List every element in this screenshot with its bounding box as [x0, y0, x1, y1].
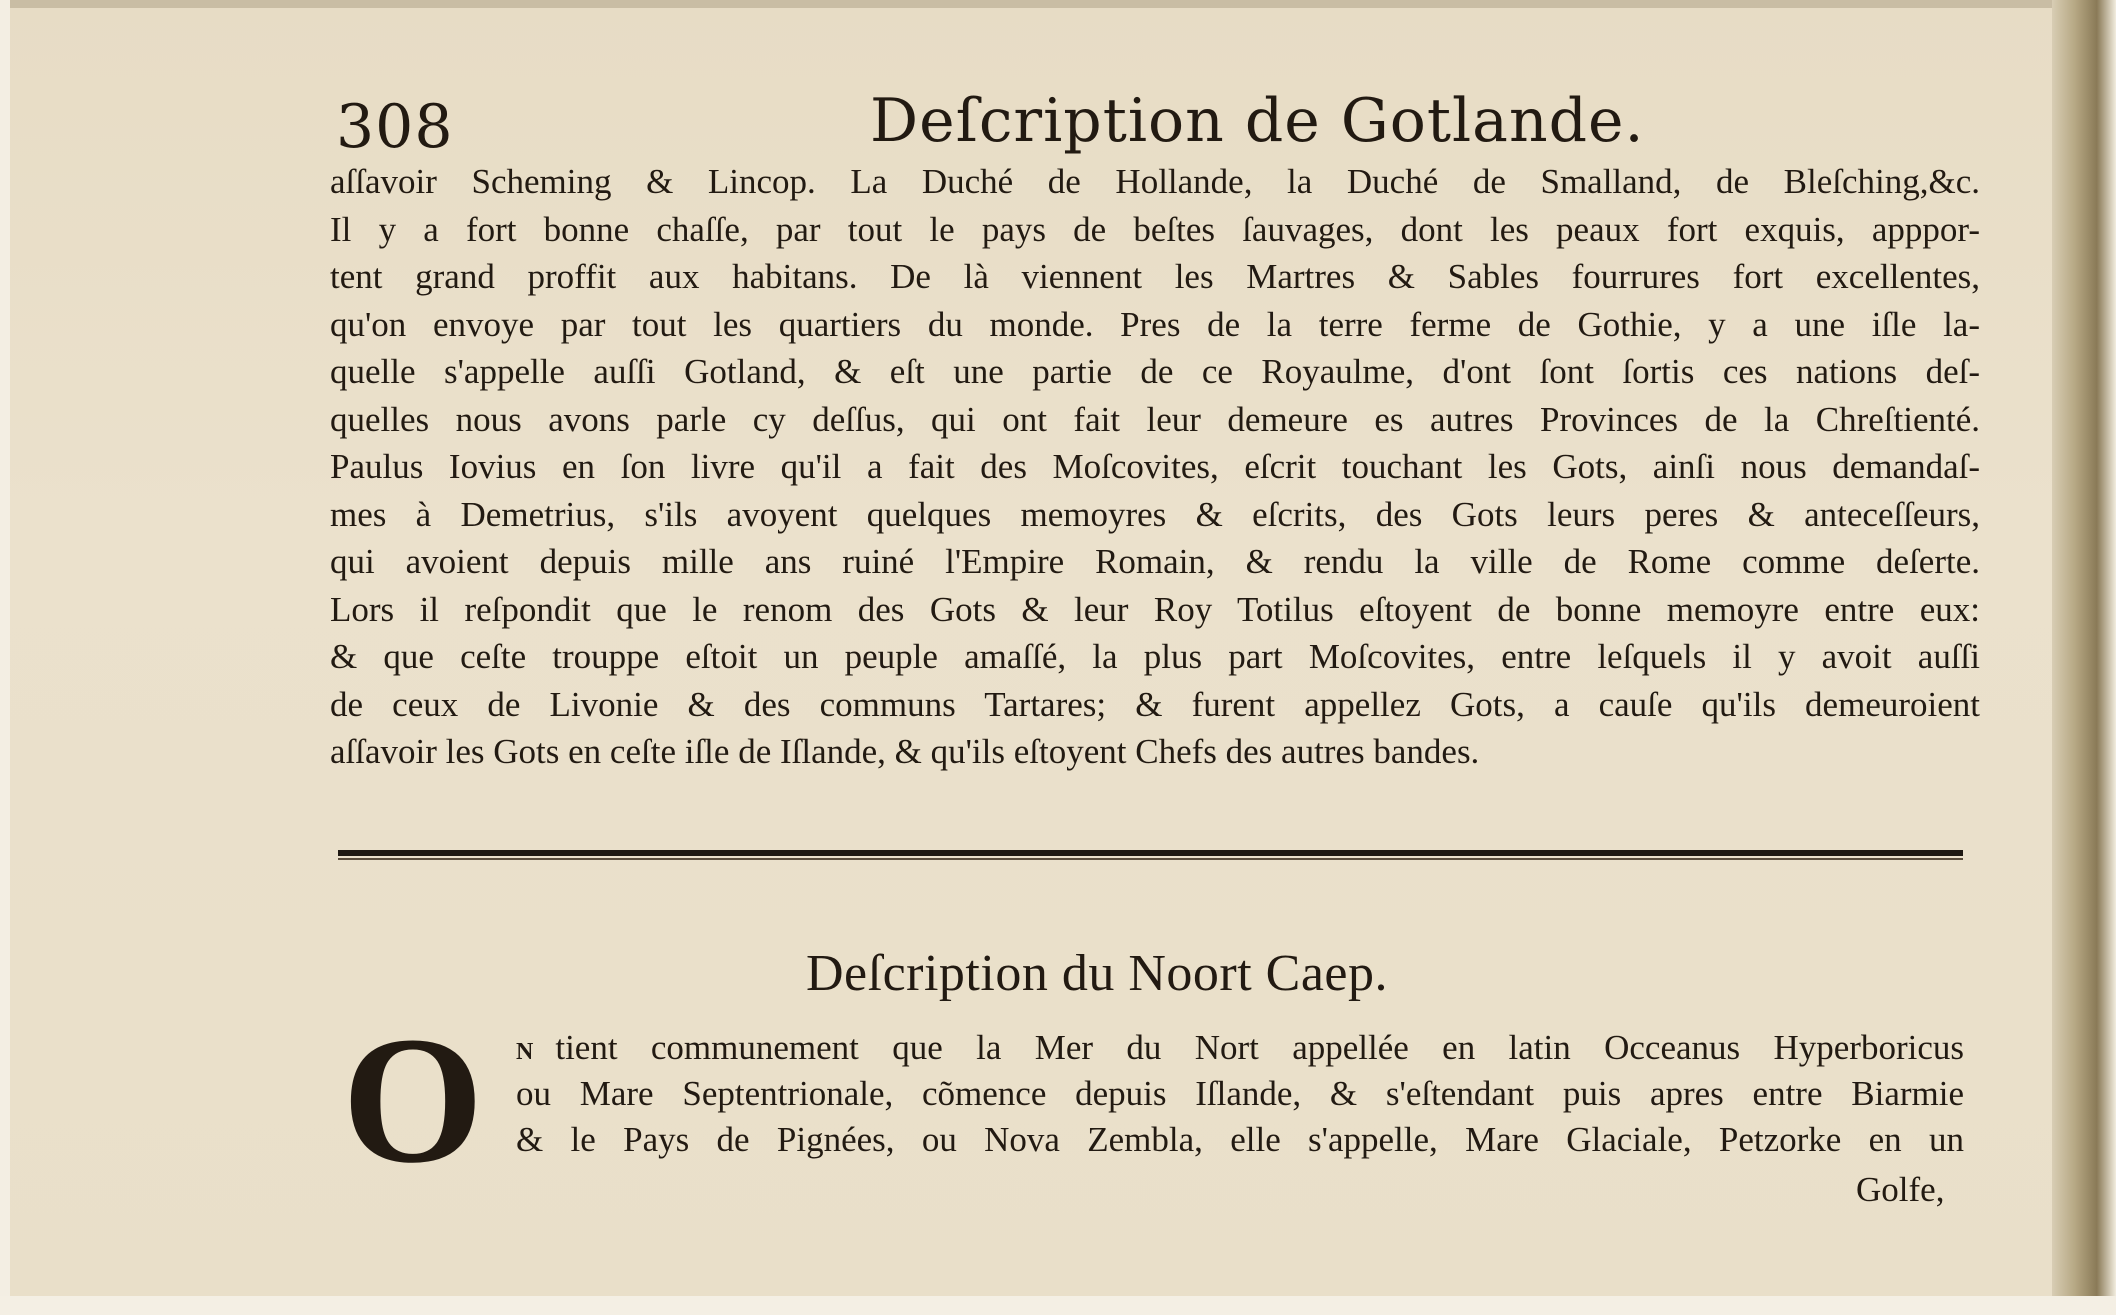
- text-line: & le Pays de Pignées, ou Nova Zembla, elle s'appelle, Mare Glaciale, Petzorke en un: [516, 1120, 1964, 1159]
- text-line: & que ceſte trouppe eſtoit un peuple amaſſé, la plus part Moſcovites, entre leſquels il y avoit auſſi: [330, 637, 1980, 676]
- running-head: Deſcription de Gotlande.: [870, 86, 1645, 156]
- text-line-content: tient communement que la Mer du Nort appellée en latin Occeanus Hyperboricus: [555, 1028, 1964, 1067]
- page-number: 308: [336, 92, 454, 162]
- text-line: Paulus Iovius en ſon livre qu'il a fait des Moſcovites, eſcrit touchant les Gots, ainſi nous demandaſ-: [330, 447, 1980, 486]
- section-title: Deſcription du Noort Caep.: [806, 945, 1388, 1002]
- left-margin-edge: [0, 0, 10, 1315]
- text-line: Il y a fort bonne chaſſe, par tout le pays de beſtes ſauvages, dont les peaux fort exquis, apppor-: [330, 209, 1980, 249]
- text-line: quelle s'appelle auſſi Gotland, & eſt une partie de ce Royaulme, d'ont ſont ſortis ces nations deſ-: [330, 352, 1980, 391]
- paragraph-2: [516, 1025, 1964, 1163]
- text-line: ou Mare Septentrionale, cõmence depuis Iſlande, & s'eſtendant puis apres entre Biarmie: [516, 1074, 1964, 1113]
- text-line: quelles nous avons parle cy deſſus, qui ont fait leur demeure es autres Provinces de la Chreſtienté.: [330, 399, 1980, 439]
- text-line: de ceux de Livonie & des communs Tartares; & furent appellez Gots, a cauſe qu'ils demeuroient: [330, 684, 1980, 724]
- text-line: aſſavoir Scheming & Lincop. La Duché de Hollande, la Duché de Smalland, de Bleſching,&c.: [330, 162, 1980, 201]
- text-line: mes à Demetrius, s'ils avoyent quelques memoyres & eſcrits, des Gots leurs peres & anteceſſeurs,: [330, 494, 1980, 534]
- text-line: Lors il reſpondit que le renom des Gots & leur Roy Totilus eſtoyent de bonne memoyre entre eux:: [330, 589, 1980, 629]
- paragraph-1: [330, 158, 1980, 776]
- section-divider-rule-thin: [338, 858, 1963, 860]
- text-line: [516, 1025, 1964, 1071]
- top-shadow: [0, 0, 2116, 8]
- catchword: Golfe,: [1856, 1170, 1945, 1209]
- drop-cap: O: [342, 1000, 484, 1201]
- text-line: aſſavoir les Gots en ceſte iſle de Iſlande, & qu'ils eſtoyent Chefs des autres bandes.: [330, 732, 1480, 771]
- text-line: qui avoient depuis mille ans ruiné l'Empire Romain, & rendu la ville de Rome comme deſerte.: [330, 542, 1980, 581]
- text-line: tent grand proffit aux habitans. De là viennent les Martres & Sables fourrures fort excellentes,: [330, 257, 1980, 296]
- first-word-small-cap: N: [516, 1039, 534, 1065]
- bottom-edge: [0, 1296, 2116, 1315]
- text-line: qu'on envoye par tout les quartiers du monde. Pres de la terre ferme de Gothie, y a une iſle la-: [330, 304, 1980, 344]
- book-gutter-shadow: [2052, 0, 2116, 1315]
- section-divider-rule: [338, 850, 1963, 856]
